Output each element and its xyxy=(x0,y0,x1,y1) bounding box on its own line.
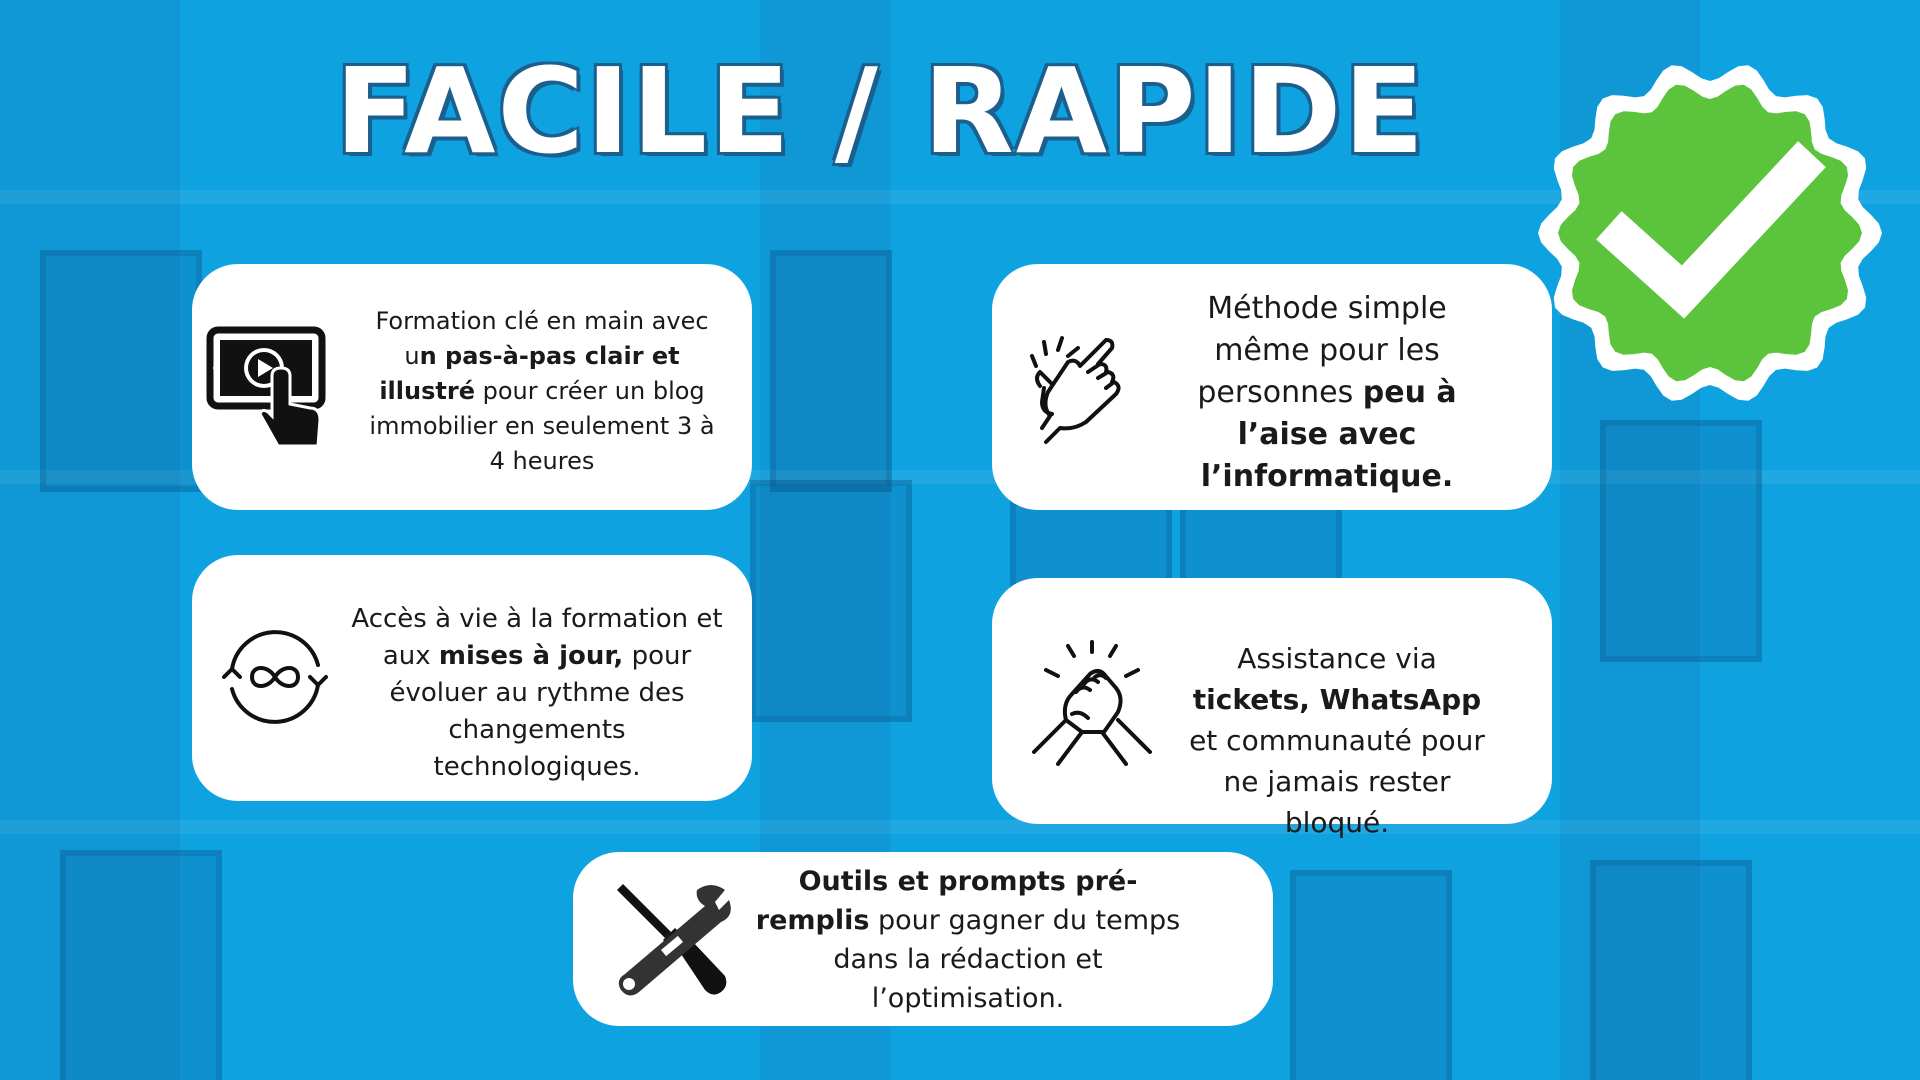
text-segment: pour créer un blog immobilier en seulement 3 à 4 heures xyxy=(369,377,715,475)
hand-gesture-icon xyxy=(1028,332,1128,448)
tablet-video-tap-icon xyxy=(206,324,330,448)
feature-text-simple-method xyxy=(1182,288,1472,498)
text-segment: Méthode simple même pour les personnes xyxy=(1197,291,1447,410)
infinity-cycle-icon xyxy=(220,625,330,729)
tools-wrench-screwdriver-icon xyxy=(609,880,731,1000)
text-segment: n pas-à-pas clair et illustré xyxy=(379,342,680,405)
handshake-support-icon xyxy=(1032,640,1152,766)
feature-text-tools xyxy=(753,862,1183,1018)
feature-card-assistance xyxy=(992,578,1552,839)
feature-text-training xyxy=(367,304,717,479)
feature-card-training xyxy=(192,264,752,510)
text-segment: pour gagner du temps dans la rédaction et l’optimisation. xyxy=(833,905,1181,1014)
text-segment: Outils et prompts pré-remplis xyxy=(755,866,1138,936)
text-segment: tickets, WhatsApp xyxy=(1192,683,1482,716)
text-segment: peu à l’aise avec l’informatique. xyxy=(1200,375,1457,494)
feature-card-simple-method xyxy=(992,264,1552,510)
text-segment: Formation clé en main avec u xyxy=(375,307,709,370)
text-segment: mises à jour, xyxy=(438,641,624,671)
verified-check-badge-icon xyxy=(1535,58,1885,408)
feature-text-lifetime-access xyxy=(342,601,732,786)
feature-card-tools xyxy=(573,852,1273,1026)
feature-text-assistance xyxy=(1182,638,1492,843)
feature-card-lifetime-access xyxy=(192,555,752,801)
text-segment: Assistance via xyxy=(1237,642,1437,675)
text-segment: et communauté pour ne jamais rester bloqué. xyxy=(1189,724,1485,839)
page-title: FACILE / RAPIDE xyxy=(335,42,1427,180)
text-segment: Accès à vie à la formation et aux xyxy=(351,604,723,671)
text-segment: pour évoluer au rythme des changements technologiques. xyxy=(389,641,692,782)
